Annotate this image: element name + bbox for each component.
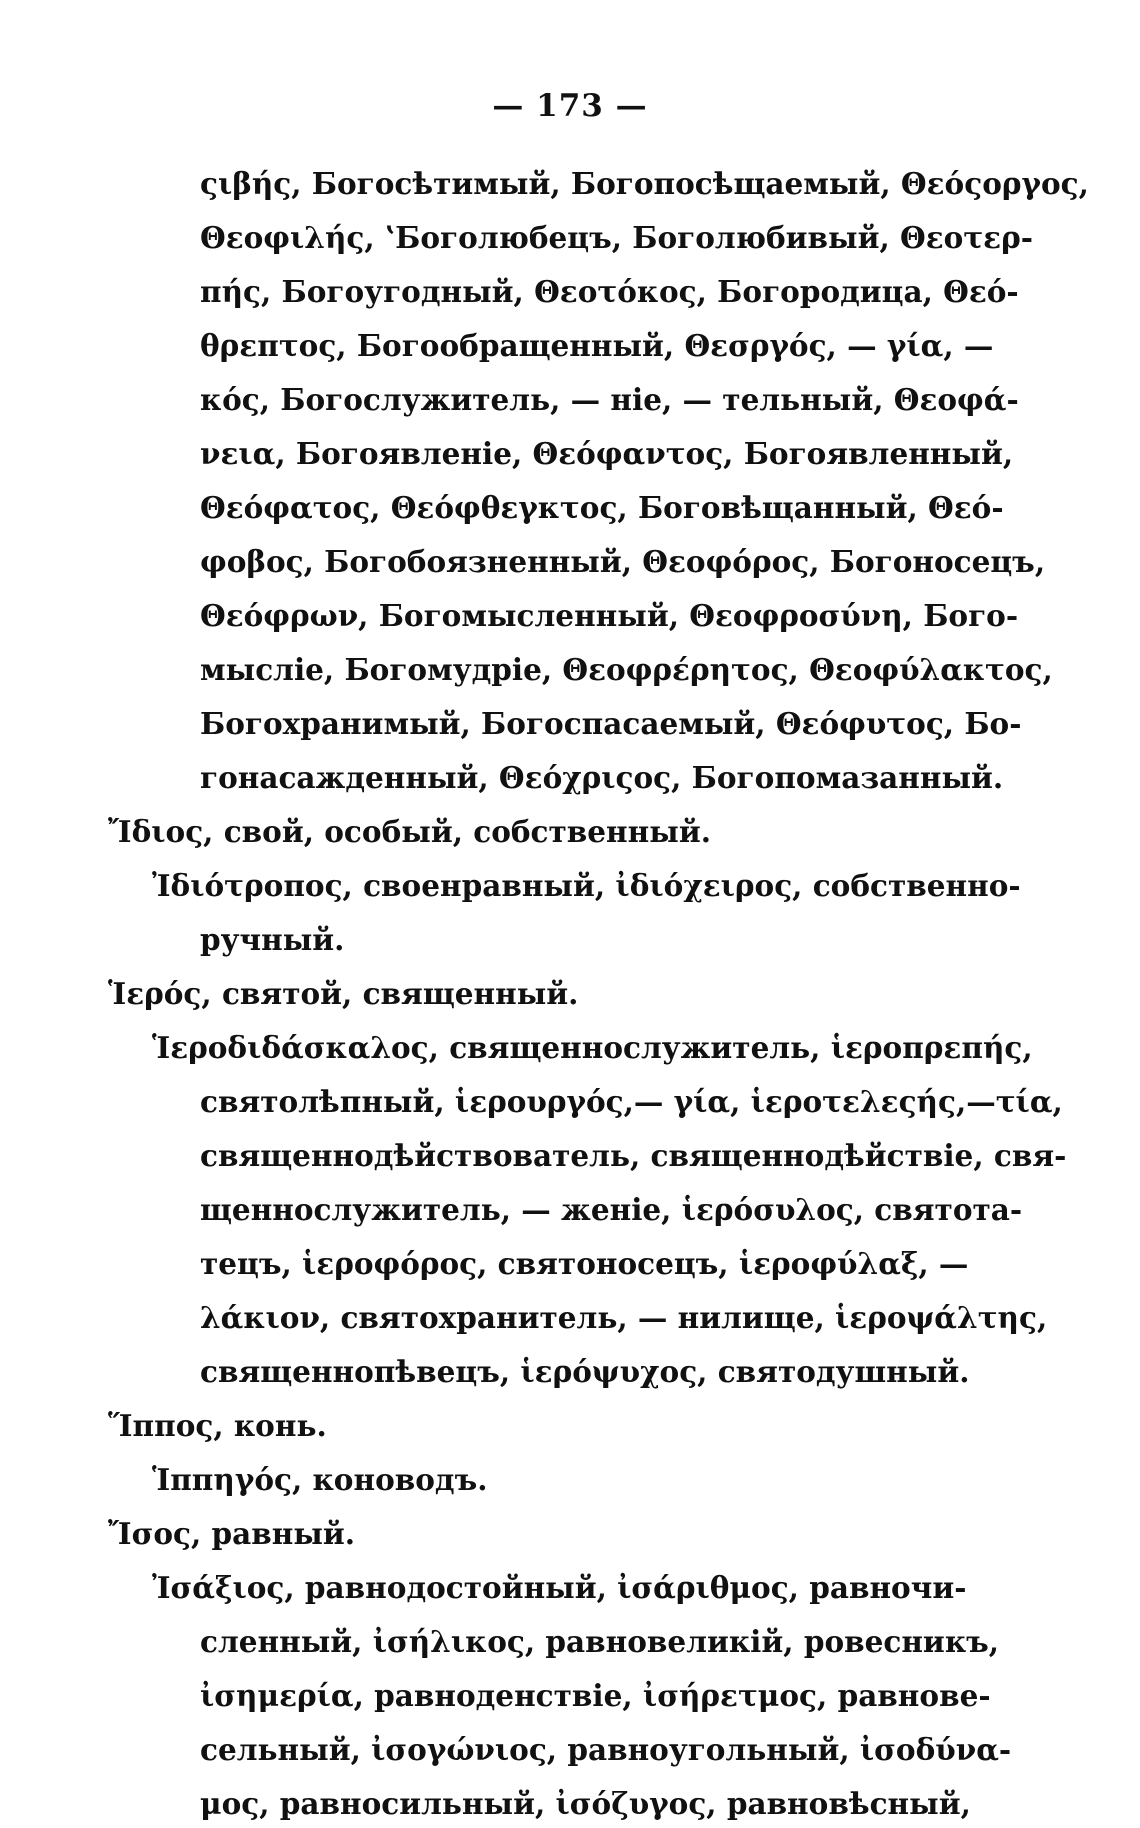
text-line: священнопѣвецъ, ἱερόψυχος, святодушный. (200, 1354, 970, 1389)
text-line: φοβος, Богобоязненный, Θεοφόρος, Богоносецъ, (200, 544, 1046, 579)
text-line: ручный. (200, 922, 345, 957)
text-line: Θεόφρων, Богомысленный, Θεοφροσύνη, Бого- (200, 598, 1019, 633)
text-line: Ἴσος, равный. (108, 1516, 356, 1551)
text-line: πής, Богоугодный, Θεοτόκος, Богородица, Θεό- (200, 274, 1019, 309)
text-line: Ἵππος, конь. (108, 1408, 327, 1443)
text-line: Ἱερός, святой, священный. (108, 976, 579, 1011)
text-line: тецъ, ἱεροφόρος, святоносецъ, ἱεροφύλαξ, — (200, 1246, 969, 1281)
page-number: — 173 — (492, 88, 648, 124)
text-line: Богохранимый, Богоспасаемый, Θεόφυτος, Бо- (200, 706, 1022, 741)
text-line: Ἱππηγός, коноводъ. (152, 1462, 488, 1497)
text-line: Θεοφιλής, ʽБоголюбецъ, Боголюбивый, Θεοτερ- (200, 220, 1033, 255)
text-line: Ἱεροδιδάσκαλος, священнослужитель, ἱεροπρεπής, (152, 1030, 1033, 1065)
text-line: гонасажденный, Θεόχριςος, Богопомазанный. (200, 760, 1004, 795)
text-line: λάκιον, святохранитель, — нилище, ἱεροψάλτης, (200, 1300, 1048, 1335)
text-line: мысліе, Богомудріе, Θεοφρέρητος, Θεοφύλακτος, (200, 652, 1053, 687)
text-line: θρεπτος, Богообращенный, Θεσργός, — γία, — (200, 328, 994, 363)
text-line: κός, Богослужитель, — ніе, — тельный, Θεοφά- (200, 382, 1019, 417)
text-line: священнодѣйствователь, священнодѣйствіе, свя- (200, 1138, 1067, 1173)
text-line: νεια, Богоявленіе, Θεόφαντος, Богоявленный, (200, 436, 1014, 471)
text-line: Θεόφατος, Θεόφθεγκτος, Боговѣщанный, Θεό- (200, 490, 1004, 525)
text-line: μος, равносильный, ἰσόζυγος, равновѣсный, (200, 1786, 971, 1821)
text-line: Ἰδιότροπος, своенравный, ἰδιόχειρος, собственно- (152, 868, 1021, 903)
text-line: ςιβής, Богосѣтимый, Богопосѣщаемый, Θεόςοργος, (200, 166, 1089, 201)
text-line: щеннослужитель, — женіе, ἱερόσυλος, святота- (200, 1192, 1023, 1227)
text-line: сленный, ἰσήλικος, равновеликій, ровесникъ, (200, 1624, 1000, 1659)
text-line: ἰσημερία, равноденствіе, ἰσήρετμος, равнове- (200, 1678, 991, 1713)
text-line: святолѣпный, ἱερουργός,— γία, ἱεροτελεςής,—τία, (200, 1084, 1063, 1119)
text-line: сельный, ἰσογώνιος, равноугольный, ἰσοδύνα- (200, 1732, 1012, 1767)
text-line: Ἰσάξιος, равнодостойный, ἰσάριθμος, равночи- (152, 1570, 967, 1605)
text-line: Ἴδιος, свой, особый, собственный. (108, 814, 711, 849)
